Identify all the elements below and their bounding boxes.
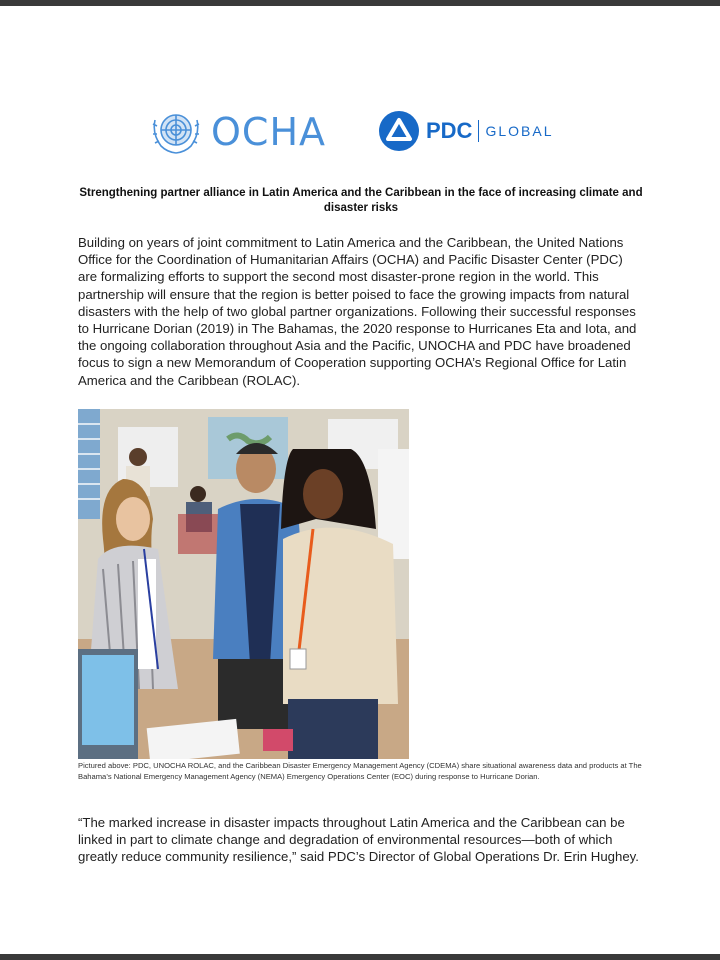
photo-illustration: [78, 409, 409, 759]
quote-paragraph: “The marked increase in disaster impacts throughout Latin America and the Caribbean can be linked in part to climate change and degradation of environmental resources—both of which greatly reduce community resilience,” said PDC’s Director of Global Operations Dr. Erin Hughey.: [78, 815, 639, 865]
un-emblem-icon: [149, 108, 203, 156]
pdc-logo: [378, 110, 553, 152]
ocha-wordmark: OCHA: [211, 110, 327, 154]
document-page: [0, 6, 720, 954]
pdc-wordmark: PDC: [426, 118, 473, 143]
article-headline: Strengthening partner alliance in Latin America and the Caribbean in the face of increasing climate and disaster risks: [79, 187, 643, 214]
photo-caption: Pictured above: PDC, UNOCHA ROLAC, and the Caribbean Disaster Emergency Management Agency (CDEMA) share situational awareness data and products at The Bahama’s National Emergency Management Agency (NEMA) Emergency Operations Center (EOC) during response to Hurricane Dorian.: [78, 761, 642, 781]
pdc-divider: [478, 120, 479, 142]
event-photo: [78, 409, 409, 759]
pdc-global-label: GLOBAL: [485, 123, 554, 139]
ocha-logo: [149, 108, 326, 156]
body-paragraph: Building on years of joint commitment to Latin America and the Caribbean, the United Nations Office for the Coordination of Humanitarian Affairs (OCHA) and Pacific Disaster Center (PDC) are formalizing efforts to support the second most disaster-prone region in the world. This partnership will ensure that the region is better poised to face the growing impacts from natural disasters with the help of two global partner organizations. Following their successful responses to Hurricane Dorian (2019) in The Bahamas, the 2020 response to Hurricanes Eta and Iota, and the ongoing collaboration throughout Asia and the Pacific, UNOCHA and PDC have broadened focus to sign a new Memorandum of Cooperation supporting OCHA’s Regional Office for Latin America and the Caribbean (ROLAC).: [78, 235, 637, 388]
logo-header: [0, 104, 720, 164]
pdc-triangle-icon: [378, 110, 420, 152]
